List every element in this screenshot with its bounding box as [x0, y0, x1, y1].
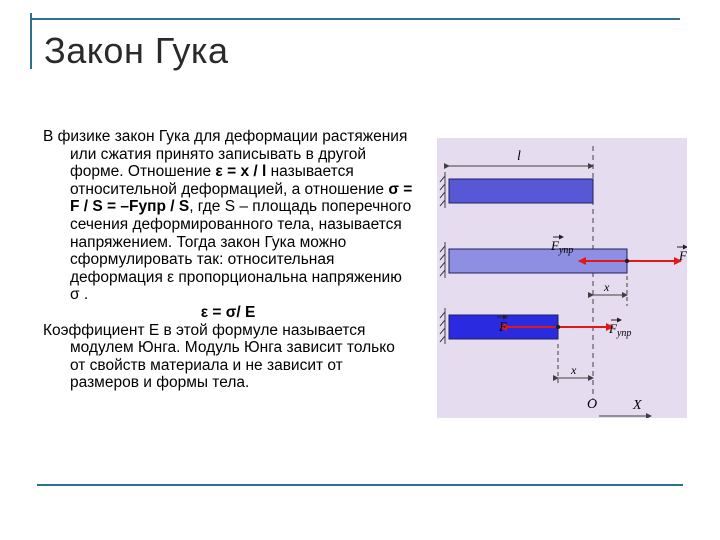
extension-label: x: [604, 280, 610, 294]
elastic-force-label-stretch: $F_{упр}$: [551, 238, 574, 256]
length-label: l: [517, 149, 521, 164]
text-segment: , где S – площадь поперечного сечения деформированного тела, называется напряжением. Тогда закон Гука можно сформулировать так: относительная деформация ε пропорциональна напряжению σ .: [70, 198, 412, 304]
text-segment: называется относительной деформацией, а отношение: [70, 163, 389, 198]
deformation-diagram: [437, 138, 687, 418]
x-axis-label: X: [633, 398, 642, 413]
hooke-formula: ε = σ/ E: [200, 303, 256, 321]
slide-title: Закон Гука: [44, 30, 229, 71]
compression-label: x: [571, 363, 577, 377]
text-segment: В физике закон Гука для деформации растяжения или сжатия принято записывать в другой форме. Отношение: [43, 128, 408, 181]
strain-definition: ε = x / l: [215, 163, 267, 181]
applied-force-label-stretch: F: [679, 248, 687, 263]
elastic-force-label-compress: $F_{упр}$: [609, 321, 632, 339]
bottom-divider: [37, 484, 683, 486]
origin-label: O: [587, 397, 598, 412]
top-divider: [30, 18, 680, 20]
title-accent-bar: [30, 13, 32, 69]
paragraph-definition: [43, 128, 413, 304]
paragraph-young-modulus: Коэффициент E в этой формуле называется модулем Юнга. Модуль Юнга зависит только от свойств материала и не зависит от размеров и формы тела.: [43, 321, 395, 392]
bar-unstretched: [449, 179, 593, 203]
applied-force-label-compress: F: [499, 319, 507, 334]
body-text: [43, 128, 413, 392]
force-point-stretch: [625, 259, 629, 263]
force-point-compress: [556, 325, 560, 329]
stress-definition: σ = F / S = –Fупр / S: [70, 180, 413, 216]
